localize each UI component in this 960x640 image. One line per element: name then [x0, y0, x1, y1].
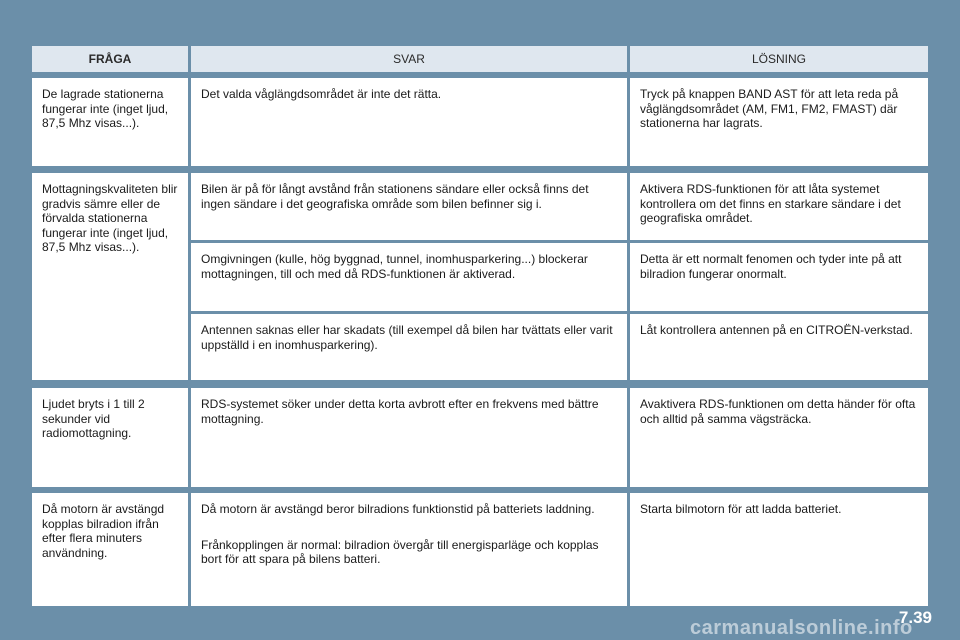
question-text: Mottagningskvaliteten blir gradvis sämre eller de förvalda stationerna fungerar inte (inget ljud, 87,5 Mhz visas...).: [42, 182, 178, 254]
solution-cell-2b: [630, 243, 928, 311]
solution-text: Detta är ett normalt fenomen och tyder inte på att bilradion fungerar onormalt.: [640, 252, 902, 281]
solution-text: Aktivera RDS-funktionen för att låta systemet kontrollera om det finns en starkare sändare i det geografiska området.: [640, 182, 901, 225]
solution-text: Tryck på knappen BAND AST för att leta reda på våglängdsområdet (AM, FM1, FM2, FMAST) där stationerna har lagrats.: [640, 87, 899, 130]
solution-text: Låt kontrollera antennen på en CITROËN-verkstad.: [640, 323, 913, 337]
question-cell-1: [32, 78, 188, 166]
answer-cell-2b: [191, 243, 627, 311]
answer-cell-3: [191, 388, 627, 487]
answer-cell-4: [191, 493, 627, 606]
answer-text: Då motorn är avstängd beror bilradions funktionstid på batteriets laddning.: [201, 502, 595, 516]
watermark: carmanualsonline.info: [690, 617, 913, 639]
solution-cell-2a: [630, 173, 928, 240]
question-cell-3: [32, 388, 188, 487]
answer-text: Det valda våglängdsområdet är inte det rätta.: [201, 87, 442, 101]
question-cell-2: [32, 173, 188, 380]
answer-cell-1: [191, 78, 627, 166]
question-cell-4: [32, 493, 188, 606]
answer-text: Antennen saknas eller har skadats (till exempel då bilen har tvättats eller varit uppställd i en inomhusparkering).: [201, 323, 613, 352]
question-text: Ljudet bryts i 1 till 2 sekunder vid radiomottagning.: [42, 397, 145, 440]
question-text: Då motorn är avstängd kopplas bilradion ifrån efter flera minuters användning.: [42, 502, 165, 560]
solution-cell-2c: [630, 314, 928, 380]
page-number: 7.39: [898, 608, 932, 627]
header-answer: SVAR: [191, 46, 627, 72]
solution-text: Avaktivera RDS-funktionen om detta händer för ofta och alltid på samma vägsträcka.: [640, 397, 916, 426]
answer-text: Omgivningen (kulle, hög byggnad, tunnel, inomhusparkering...) blockerar mottagningen, till och med då RDS-funktionen är aktiverad.: [201, 252, 588, 281]
question-text: De lagrade stationerna fungerar inte (inget ljud, 87,5 Mhz visas...).: [42, 87, 169, 130]
header-solution: LÖSNING: [630, 46, 928, 72]
solution-cell-3: [630, 388, 928, 487]
answer-cell-2c: [191, 314, 627, 380]
solution-cell-1: [630, 78, 928, 166]
answer-text: RDS-systemet söker under detta korta avbrott efter en frekvens med bättre mottagning.: [201, 397, 599, 426]
answer-text-extra: Frånkopplingen är normal: bilradion övergår till energisparläge och kopplas bort för att spara på bilens batteri.: [201, 537, 599, 566]
answer-text: Bilen är på för långt avstånd från stationens sändare eller också finns det ingen sändare i det geografiska område som bilen befinner sig i.: [201, 182, 589, 211]
solution-text: Starta bilmotorn för att ladda batteriet.: [640, 502, 842, 516]
header-question: FRÅGA: [32, 46, 188, 72]
solution-cell-4: [630, 493, 928, 606]
answer-cell-2a: [191, 173, 627, 240]
